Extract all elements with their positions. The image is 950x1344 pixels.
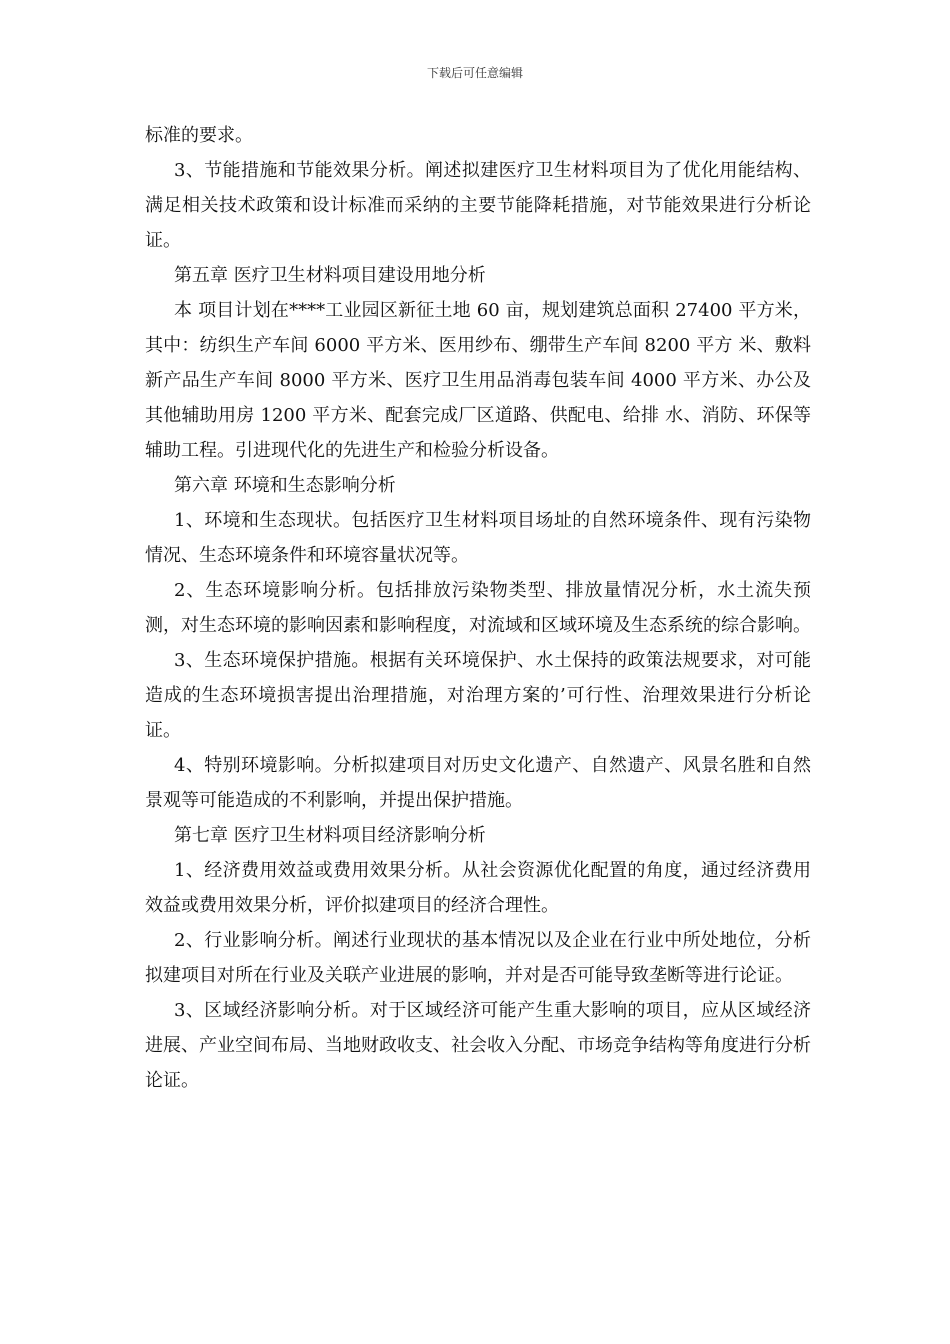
paragraph-continuation: 标准的要求。 (145, 125, 253, 146)
chapter-7-heading: 第七章 医疗卫生材料项目经济影响分析 (174, 825, 486, 846)
paragraph-land-use: 本 项目计划在****工业园区新征土地 60 亩，规划建筑总面积 27400 平方米，其中：纺织生产车间 6000 平方米、医用纱布、绷带生产车间 8200 平方 米、敷料新产品生产车间 8000 平方米、医疗卫生用品消毒包装车间 4000 平方米、办公及其他辅助用房 1200 平方米、配套完成厂区道路、供配电、给排 水、消防、环保等辅助工程。引进现代化的先进生产和检验分析设备。 (145, 300, 811, 461)
paragraph-cost-benefit: 1、经济费用效益或费用效果分析。从社会资源优化配置的角度，通过经济费用效益或费用效果分析，评价拟建项目的经济合理性。 (145, 860, 811, 916)
paragraph-industry-impact: 2、行业影响分析。阐述行业现状的基本情况以及企业在行业中所处地位，分析拟建项目对所在行业及关联产业进展的影响，并对是否可能导致垄断等进行论证。 (145, 930, 811, 986)
paragraph-special-impact: 4、特别环境影响。分析拟建项目对历史文化遗产、自然遗产、风景名胜和自然景观等可能造成的不利影响，并提出保护措施。 (145, 755, 811, 811)
paragraph-env-status: 1、环境和生态现状。包括医疗卫生材料项目场址的自然环境条件、现有污染物情况、生态环境条件和环境容量状况等。 (145, 510, 811, 566)
paragraph-regional-impact: 3、区域经济影响分析。对于区域经济可能产生重大影响的项目，应从区域经济进展、产业空间布局、当地财政收支、社会收入分配、市场竞争结构等角度进行分析论证。 (145, 1000, 811, 1091)
document-body (145, 118, 811, 1098)
paragraph-eco-protection: 3、生态环境保护措施。根据有关环境保护、水土保持的政策法规要求，对可能造成的生态环境损害提出治理措施，对治理方案的’可行性、治理效果进行分析论证。 (145, 650, 811, 741)
chapter-5-heading: 第五章 医疗卫生材料项目建设用地分析 (174, 265, 486, 286)
chapter-6-heading: 第六章 环境和生态影响分析 (174, 475, 396, 496)
paragraph-eco-impact: 2、生态环境影响分析。包括排放污染物类型、排放量情况分析，水土流失预测，对生态环境的影响因素和影响程度，对流域和区域环境及生态系统的综合影响。 (145, 580, 811, 636)
paragraph-energy-saving: 3、节能措施和节能效果分析。阐述拟建医疗卫生材料项目为了优化用能结构、满足相关技术政策和设计标准而采纳的主要节能降耗措施，对节能效果进行分析论证。 (145, 160, 811, 251)
page-header: 下载后可任意编辑 (426, 66, 523, 80)
